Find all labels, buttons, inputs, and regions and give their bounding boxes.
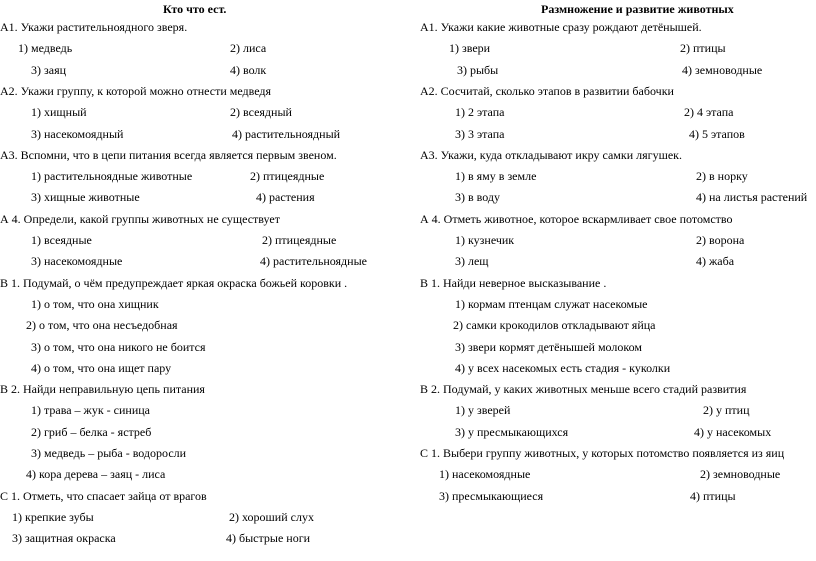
question-text: С 1. Выбери группу животных, у которых потомство появляется из яиц (420, 446, 785, 460)
answer-option: 4) земноводные (682, 63, 763, 77)
answer-option: 3) 3 этапа (455, 127, 505, 141)
answer-option: 3) лещ (455, 254, 489, 268)
question-text: А 4. Отметь животное, которое вскармливает свое потомство (420, 212, 733, 226)
answer-option: 2) ворона (696, 233, 745, 247)
question-text: А1. Укажи какие животные сразу рождают детёнышей. (420, 20, 702, 34)
answer-option: 2) 4 этапа (684, 105, 734, 119)
question-text: А1. Укажи растительноядного зверя. (0, 20, 188, 34)
question-text: В 2. Подумай, у каких животных меньше всего стадий развития (420, 382, 747, 396)
answer-option: 2) в норку (696, 169, 748, 183)
answer-option: 1) звери (449, 41, 491, 55)
question-text: А2. Укажи группу, к которой можно отнести медведя (0, 84, 271, 98)
answer-option: 3) пресмыкающиеся (439, 489, 544, 503)
answer-option: 3) звери кормят детёнышей молоком (455, 340, 642, 354)
left-test-title: Кто что ест. (163, 2, 227, 16)
question-text: А 4. Определи, какой группы животных не существует (0, 212, 280, 226)
question-text: В 1. Найди неверное высказывание . (420, 276, 607, 290)
answer-option: 1) хищный (31, 105, 87, 119)
answer-option: 1) всеядные (31, 233, 92, 247)
question-text: А3. Вспомни, что в цепи питания всегда является первым звеном. (0, 148, 337, 162)
question-text: А2. Сосчитай, сколько этапов в развитии бабочки (420, 84, 674, 98)
answer-option: 3) заяц (31, 63, 67, 77)
answer-option: 2) хороший слух (229, 510, 314, 524)
answer-option: 3) насекомоядный (31, 127, 124, 141)
answer-option: 4) волк (230, 63, 267, 77)
answer-option: 2) о том, что она несъедобная (26, 318, 178, 332)
answer-option: 3) медведь – рыба - водоросли (31, 446, 187, 460)
answer-option: 4) о том, что она ищет пару (31, 361, 172, 375)
answer-option: 2) птицеядные (250, 169, 325, 183)
answer-option: 3) в воду (455, 190, 501, 204)
answer-option: 2) гриб – белка - ястреб (31, 425, 152, 439)
question-text: А3. Укажи, куда откладывают икру самки лягушек. (420, 148, 682, 162)
answer-option: 4) быстрые ноги (226, 531, 311, 545)
answer-option: 4) у насекомых (694, 425, 772, 439)
answer-option: 1) 2 этапа (455, 105, 505, 119)
answer-option: 1) у зверей (455, 403, 511, 417)
answer-option: 4) кора дерева – заяц - лиса (26, 467, 166, 481)
answer-option: 4) растительноядные (260, 254, 367, 268)
answer-option: 1) крепкие зубы (12, 510, 94, 524)
answer-option: 3) у пресмыкающихся (455, 425, 569, 439)
answer-option: 4) птицы (690, 489, 736, 503)
answer-option: 1) в яму в земле (455, 169, 537, 183)
answer-option: 4) у всех насекомых есть стадия - куколки (455, 361, 671, 375)
question-text: В 2. Найди неправильную цепь питания (0, 382, 205, 396)
answer-option: 2) земноводные (700, 467, 781, 481)
question-text: В 1. Подумай, о чём предупреждает яркая окраска божьей коровки . (0, 276, 348, 290)
answer-option: 4) жаба (696, 254, 735, 268)
answer-option: 4) 5 этапов (689, 127, 745, 141)
answer-option: 1) трава – жук - синица (31, 403, 151, 417)
answer-option: 1) насекомоядные (439, 467, 531, 481)
answer-option: 1) о том, что она хищник (31, 297, 159, 311)
answer-option: 4) на листья растений (696, 190, 808, 204)
answer-option: 3) защитная окраска (12, 531, 116, 545)
question-text: С 1. Отметь, что спасает зайца от врагов (0, 489, 207, 503)
answer-option: 2) птицы (680, 41, 726, 55)
answer-option: 2) у птиц (703, 403, 750, 417)
answer-option: 2) всеядный (230, 105, 292, 119)
answer-option: 1) кормам птенцам служат насекомые (455, 297, 648, 311)
answer-option: 4) растительноядный (232, 127, 341, 141)
answer-option: 2) лиса (230, 41, 267, 55)
answer-option: 3) о том, что она никого не боится (31, 340, 206, 354)
answer-option: 1) медведь (18, 41, 73, 55)
right-test-title: Размножение и развитие животных (541, 2, 734, 16)
answer-option: 3) рыбы (457, 63, 499, 77)
answer-option: 4) растения (256, 190, 315, 204)
answer-option: 3) насекомоядные (31, 254, 123, 268)
answer-option: 3) хищные животные (31, 190, 140, 204)
answer-option: 1) кузнечик (455, 233, 515, 247)
answer-option: 2) самки крокодилов откладывают яйца (453, 318, 656, 332)
answer-option: 2) птицеядные (262, 233, 337, 247)
answer-option: 1) растительноядные животные (31, 169, 193, 183)
